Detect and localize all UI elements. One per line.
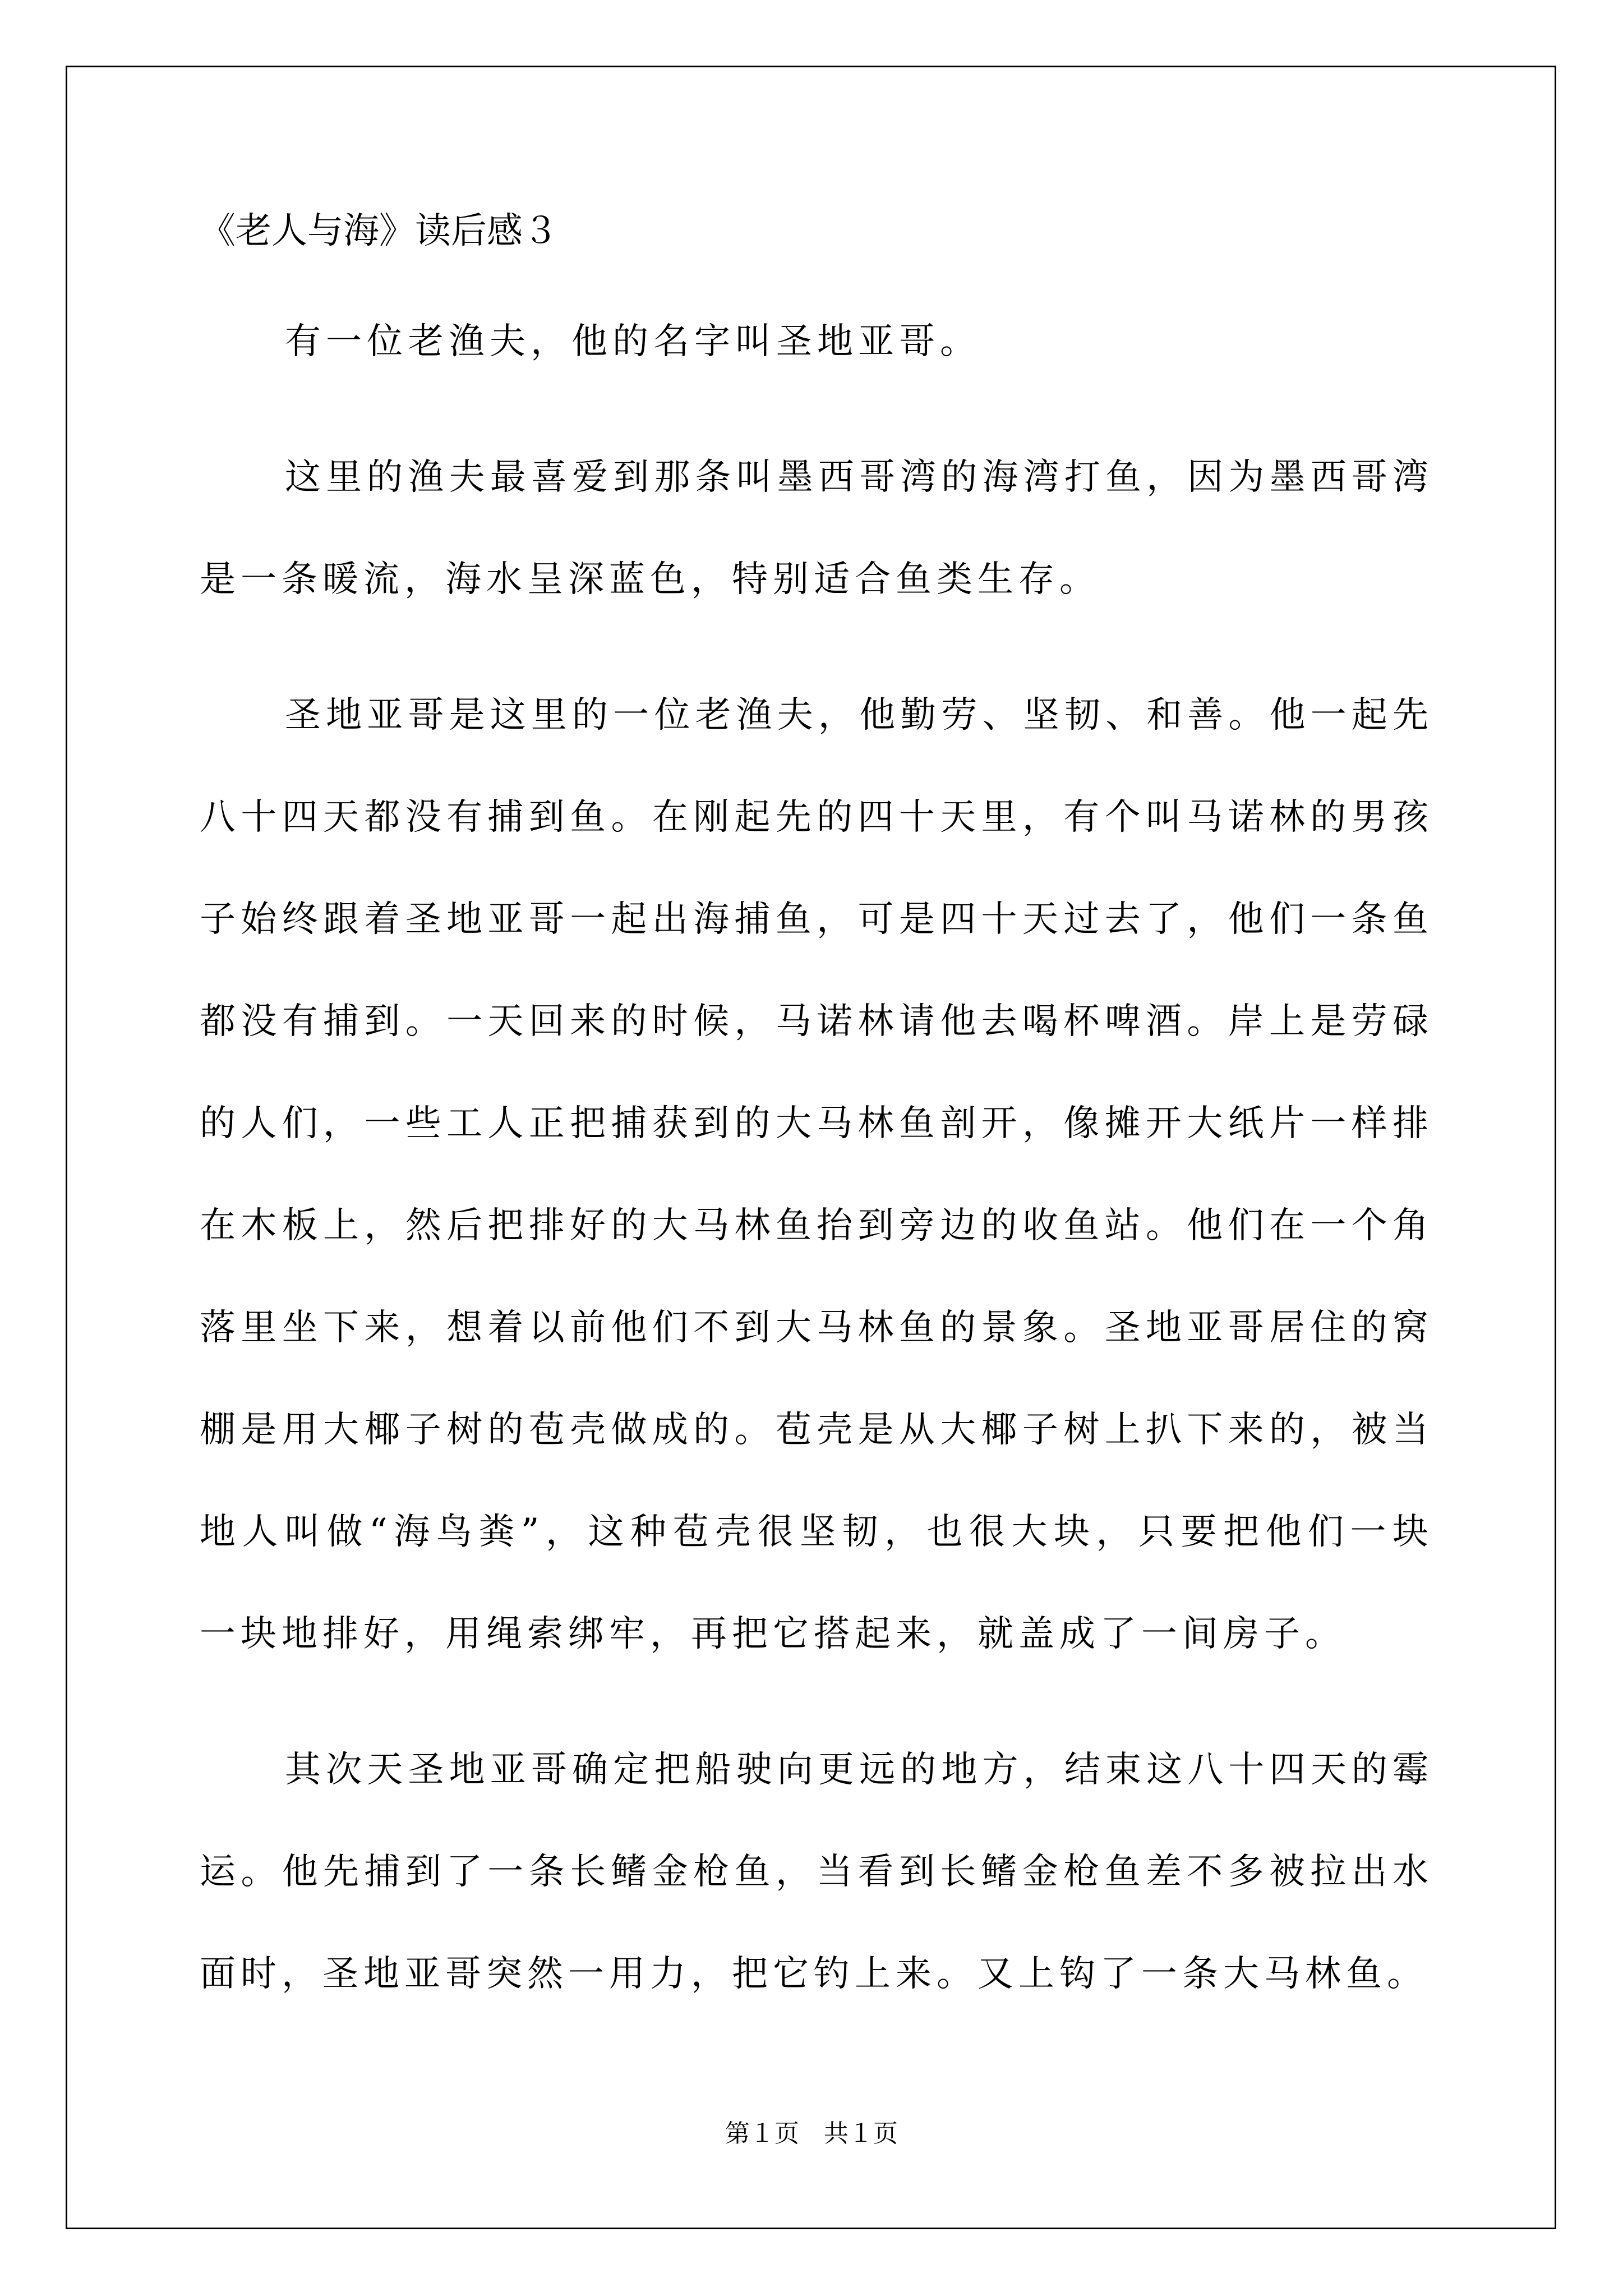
paragraph-1: 有一位老渔夫，他的名字叫圣地亚哥。	[285, 321, 981, 362]
document-title: 《老人与海》读后感３	[200, 210, 559, 252]
paragraph-3: 圣地亚哥是这里的一位老渔夫，他勤劳、坚韧、和善。他一起先八十四天都没有捕到鱼。在刚起先的四十天里，有个叫马诺林的男孩子始终跟着圣地亚哥一起出海捕鱼，可是四十天过去了，他们一条鱼都没有捕到。一天回来的时候，马诺林请他去喝杯啤酒。岸上是劳碌的人们，一些工人正把捕获到的大马林鱼剖开，像摊开大纸片一样排在木板上，然后把排好的大马林鱼抬到旁边的收鱼站。他们在一个角落里坐下来，想着以前他们不到大马林鱼的景象。圣地亚哥居住的窝棚是用大椰子树的苞壳做成的。苞壳是从大椰子树上扒下来的，被当地人叫做“海鸟粪”，这种苞壳很坚韧，也很大块，只要把他们一块一块地排好，用绳索绑牢，再把它搭起来，就盖成了一间房子。	[200, 694, 1433, 1655]
page-footer: 第１页 共１页	[725, 2119, 898, 2148]
paragraph-4: 其次天圣地亚哥确定把船驶向更远的地方，结束这八十四天的霉运。他先捕到了一条长鳍金枪鱼，当看到长鳍金枪鱼差不多被拉出水面时，圣地亚哥突然一用力，把它钓上来。又上钩了一条大马林鱼。	[200, 1749, 1433, 1995]
paragraph-2: 这里的渔夫最喜爱到那条叫墨西哥湾的海湾打鱼，因为墨西哥湾是一条暖流，海水呈深蓝色，特别适合鱼类生存。	[200, 457, 1433, 600]
document-body	[200, 291, 1433, 2059]
